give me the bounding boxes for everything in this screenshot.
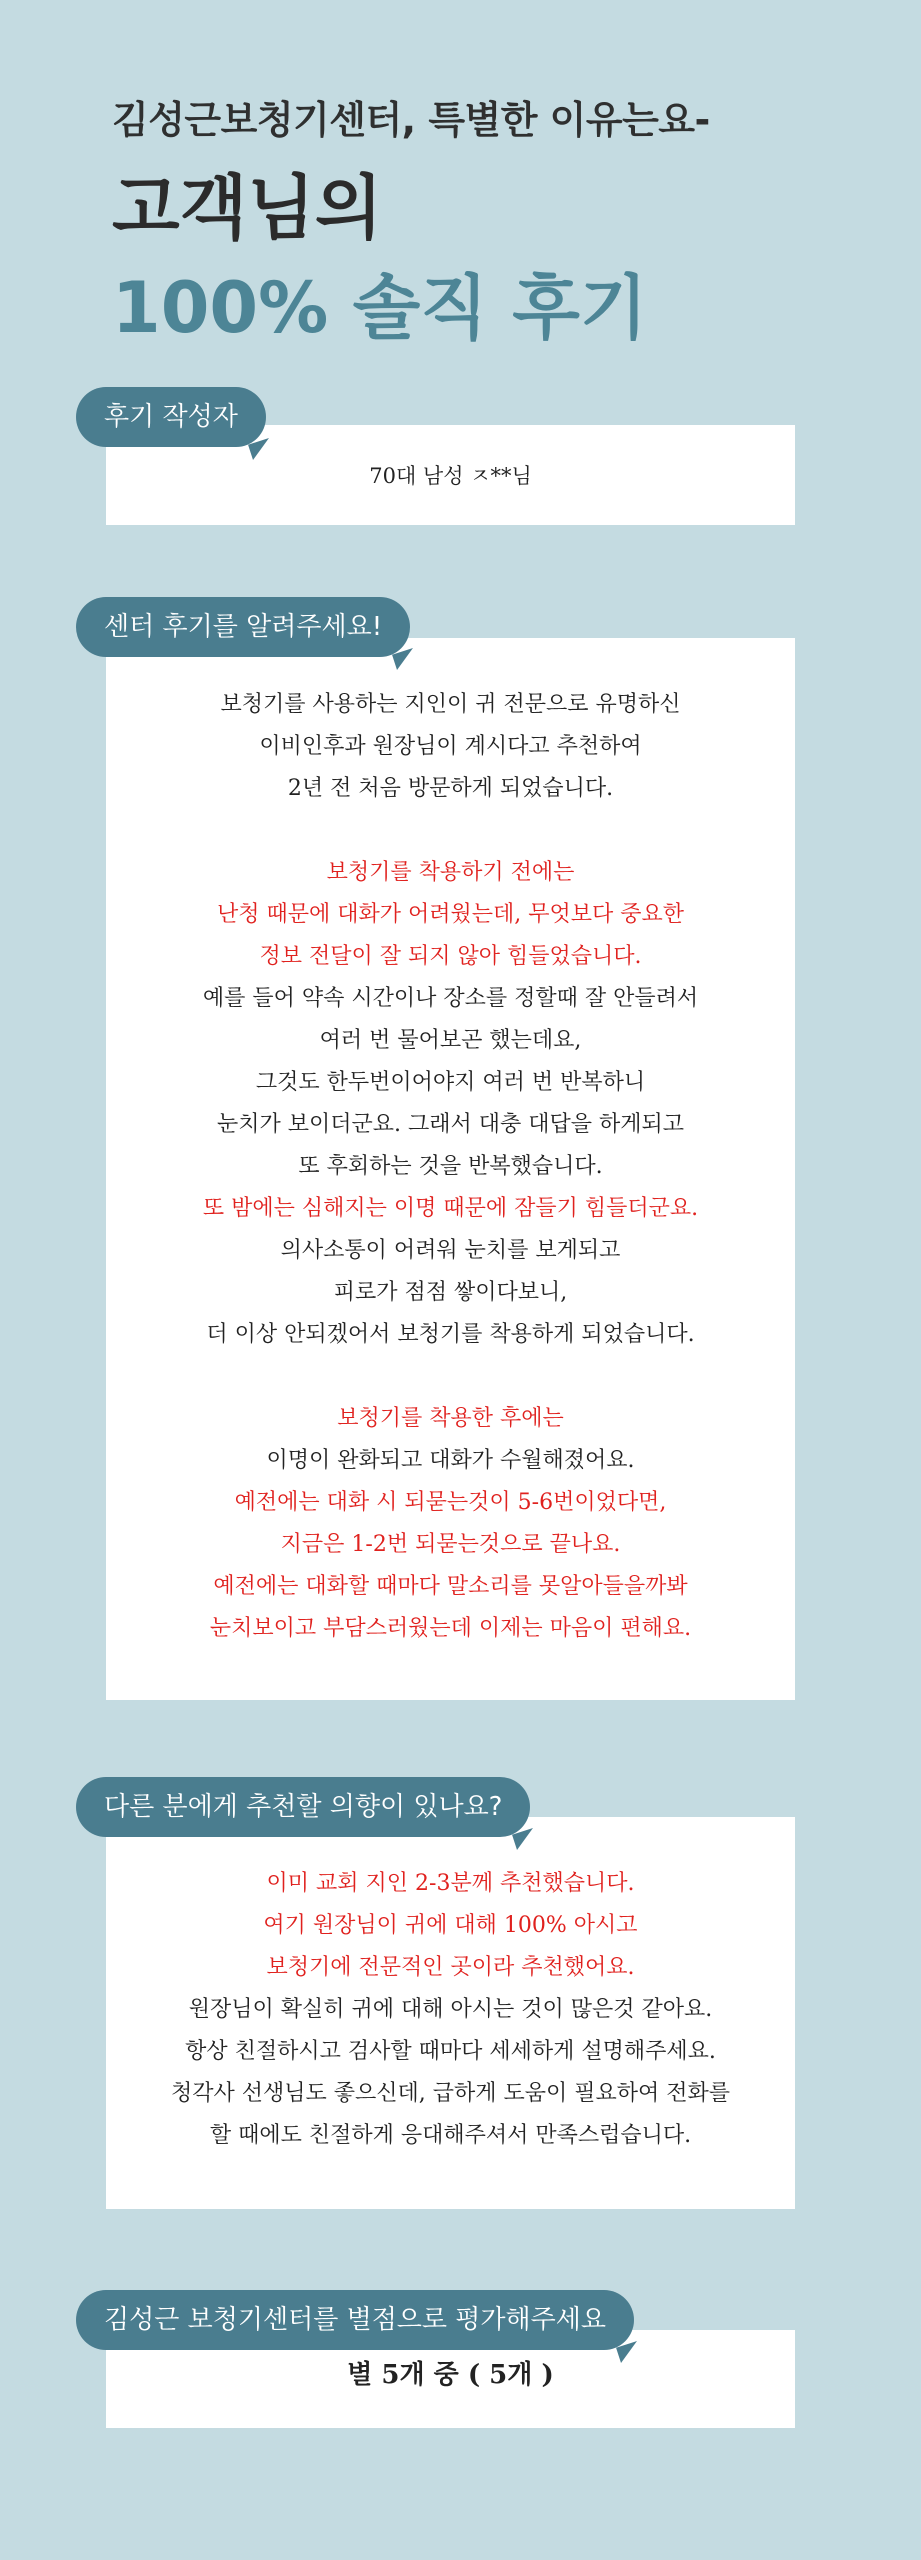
- recommend-bubble-label: 다른 분에게 추천할 의향이 있나요?: [104, 1792, 503, 1822]
- review-paragraph: [106, 852, 795, 1356]
- review-line-highlight: 눈치보이고 부담스러웠는데 이제는 마음이 편해요.: [209, 1616, 692, 1641]
- review-line-highlight: 정보 전달이 잘 되지 않아 힘들었습니다.: [259, 944, 642, 969]
- page-header: [112, 88, 892, 358]
- author-name: 70대 남성 ㅈ**님: [369, 464, 532, 488]
- recommend-bubble: [76, 1777, 530, 1837]
- review-line: 더 이상 안되겠어서 보청기를 착용하게 되었습니다.: [206, 1322, 695, 1347]
- page-title-accent: 100% 솔직 후기: [112, 267, 648, 349]
- review-line: 여러 번 물어보곤 했는데요,: [319, 1028, 582, 1053]
- review-paragraph: [106, 684, 795, 810]
- review-bubble: [76, 597, 410, 657]
- review-bubble-label: 센터 후기를 알려주세요!: [104, 612, 383, 642]
- page-subtitle: 김성근보청기센터, 특별한 이유는요-: [112, 98, 710, 142]
- author-bubble-label: 후기 작성자: [104, 402, 238, 432]
- recommend-line: 할 때에도 친절하게 응대해주셔서 만족스럽습니다.: [209, 2123, 692, 2148]
- author-bubble: [76, 387, 266, 447]
- review-line-highlight: 보청기를 착용하기 전에는: [326, 860, 575, 885]
- recommend-line-highlight: 보청기에 전문적인 곳이라 추천했어요.: [266, 1955, 635, 1980]
- review-body: [106, 684, 795, 1650]
- rating-text: 별 5개 중 ( 5개 ): [347, 2360, 554, 2390]
- recommend-line: 항상 친절하시고 검사할 때마다 세세하게 설명해주세요.: [185, 2039, 716, 2064]
- review-line: 그것도 한두번이어야지 여러 번 반복하니: [255, 1070, 646, 1095]
- review-line: 눈치가 보이더군요. 그래서 대충 대답을 하게되고: [216, 1112, 684, 1137]
- recommend-card: [106, 1817, 795, 2209]
- review-line: 보청기를 사용하는 지인이 귀 전문으로 유명하신: [220, 692, 681, 717]
- recommend-line-highlight: 여기 원장님이 귀에 대해 100% 아시고: [263, 1913, 638, 1938]
- review-line-highlight: 난청 때문에 대화가 어려웠는데, 무엇보다 중요한: [216, 902, 684, 927]
- review-line: 피로가 점점 쌓이다보니,: [333, 1280, 568, 1305]
- rating-bubble: [76, 2290, 634, 2350]
- review-line: 예를 들어 약속 시간이나 장소를 정할때 잘 안들려서: [202, 986, 699, 1011]
- recommend-line-highlight: 이미 교회 지인 2-3분께 추천했습니다.: [266, 1871, 635, 1896]
- review-line: 이비인후과 원장님이 계시다고 추천하여: [259, 734, 642, 759]
- review-line: 의사소통이 어려워 눈치를 보게되고: [280, 1238, 621, 1263]
- review-line-highlight: 또 밤에는 심해지는 이명 때문에 잠들기 힘들더군요.: [202, 1196, 699, 1221]
- review-line: 또 후회하는 것을 반복했습니다.: [298, 1154, 603, 1179]
- review-line-highlight: 보청기를 착용한 후에는: [337, 1406, 564, 1431]
- review-paragraph: [106, 1398, 795, 1650]
- review-card: [106, 638, 795, 1700]
- review-line-highlight: 예전에는 대화 시 되묻는것이 5-6번이었다면,: [234, 1490, 667, 1515]
- review-line: 2년 전 처음 방문하게 되었습니다.: [287, 776, 614, 801]
- rating-bubble-label: 김성근 보청기센터를 별점으로 평가해주세요: [104, 2305, 606, 2335]
- page-title: 고객님의: [112, 167, 383, 249]
- review-line-highlight: 예전에는 대화할 때마다 말소리를 못알아들을까봐: [213, 1574, 688, 1599]
- recommend-line: 청각사 선생님도 좋으신데, 급하게 도움이 필요하여 전화를: [170, 2081, 730, 2106]
- recommend-body: [106, 1863, 795, 2157]
- review-line-highlight: 지금은 1-2번 되묻는것으로 끝나요.: [280, 1532, 621, 1557]
- recommend-line: 원장님이 확실히 귀에 대해 아시는 것이 많은것 같아요.: [188, 1997, 713, 2022]
- review-line: 이명이 완화되고 대화가 수월해졌어요.: [266, 1448, 635, 1473]
